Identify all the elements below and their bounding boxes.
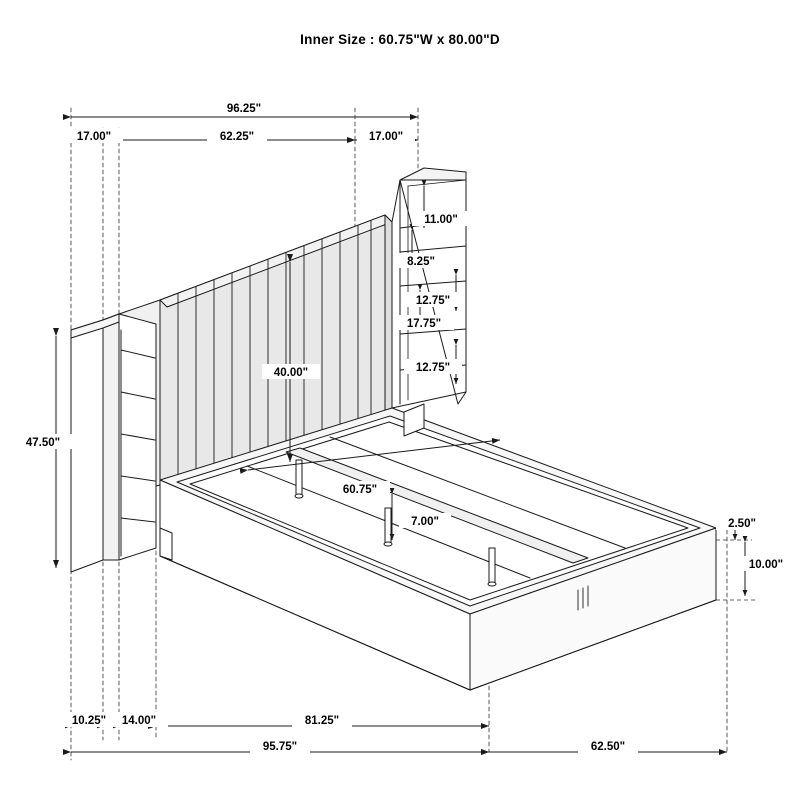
dim-label-shelf-opening-5: 12.75" xyxy=(415,362,451,374)
dim-label-headboard-panel-height: 40.00" xyxy=(273,367,309,379)
dim-label-overall-length: 95.75" xyxy=(262,741,298,753)
dim-label-overall-height: 47.50" xyxy=(25,437,61,449)
dim-label-bed-body-length: 81.25" xyxy=(304,715,340,727)
dim-label-shelf-opening-3: 12.75" xyxy=(415,295,451,307)
dim-label-rail-thickness: 2.50" xyxy=(728,518,756,530)
dim-label-overall-width-top: 96.25" xyxy=(226,103,262,115)
dim-label-headboard-panel-width: 62.25" xyxy=(219,131,255,143)
dim-label-right-shelf-width: 17.00" xyxy=(368,131,404,143)
dim-label-overall-depth: 62.50" xyxy=(590,741,626,753)
dim-label-shelf-opening-2: 8.25" xyxy=(407,256,435,268)
dim-label-shelf-depth-left: 10.25" xyxy=(71,715,107,727)
dim-label-shelf-opening-1: 11.00" xyxy=(424,214,458,226)
dim-label-shelf-depth-right: 14.00" xyxy=(121,715,157,727)
dim-label-inner-width: 60.75" xyxy=(342,484,378,496)
dim-label-side-rail-height: 10.00" xyxy=(748,559,784,571)
dim-label-shelf-opening-4: 17.75" xyxy=(406,318,442,330)
dim-label-left-shelf-width: 17.00" xyxy=(76,131,112,143)
dim-label-slat-clearance-height: 7.00" xyxy=(411,516,439,528)
page-title: Inner Size : 60.75"W x 80.00"D xyxy=(300,32,500,47)
